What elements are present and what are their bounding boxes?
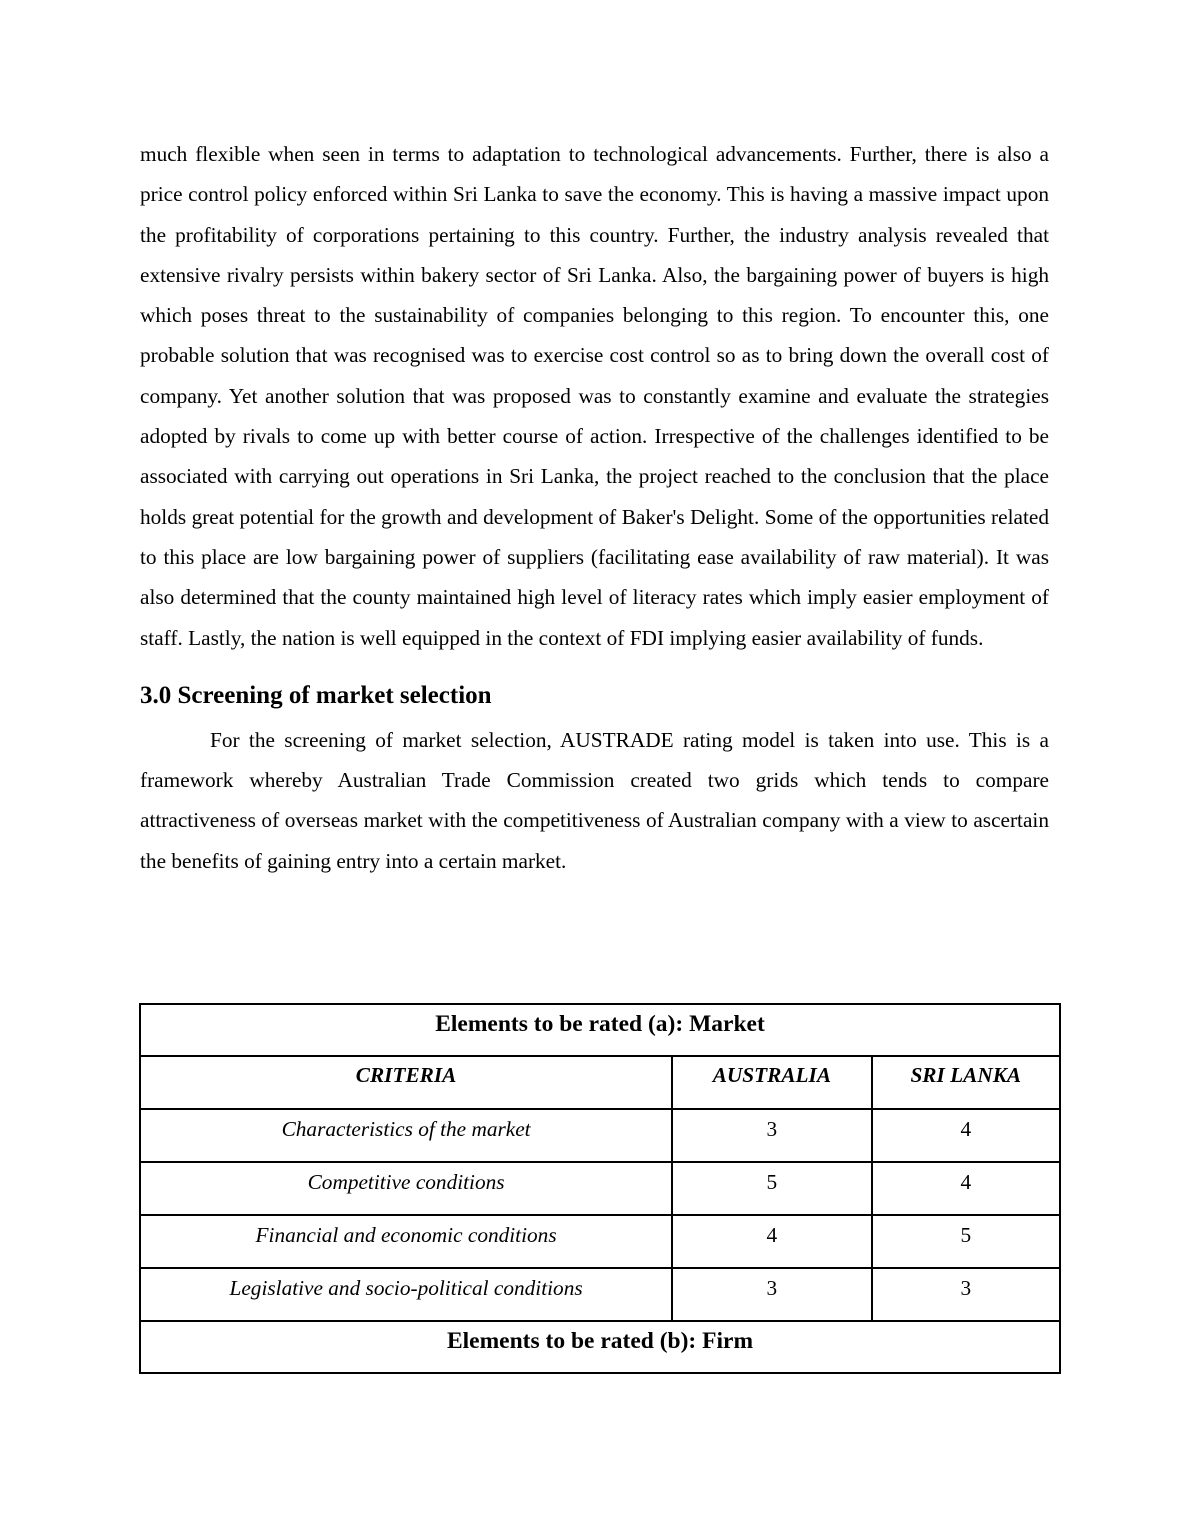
australia-score-cell: 4 xyxy=(672,1215,871,1268)
criterion-cell: Competitive conditions xyxy=(140,1162,672,1215)
sri-lanka-score-cell: 4 xyxy=(872,1109,1060,1162)
table-row xyxy=(140,1109,1060,1162)
section-b-title: Elements to be rated (b): Firm xyxy=(140,1321,1060,1373)
australia-header: AUSTRALIA xyxy=(672,1056,871,1109)
criterion-cell: Characteristics of the market xyxy=(140,1109,672,1162)
criterion-cell: Legislative and socio-political conditions xyxy=(140,1268,672,1321)
table-section-row xyxy=(140,1321,1060,1373)
australia-score-cell: 3 xyxy=(672,1268,871,1321)
table-row xyxy=(140,1268,1060,1321)
austrade-rating-table xyxy=(139,1003,1061,1374)
body-paragraph: much flexible when seen in terms to adaptation to technological advancements. Further, there is also a price control policy enforced within Sri Lanka to save the economy. This is having a massive impact upon the profitability of corporations pertaining to this country. Further, the industry analysis revealed that extensive rivalry persists within bakery sector of Sri Lanka. Also, the bargaining power of buyers is high which poses threat to the sustainability of companies belonging to this region. To encounter this, one probable solution that was recognised was to exercise cost control so as to bring down the overall cost of company. Yet another solution that was proposed was to constantly examine and evaluate the strategies adopted by rivals to come up with better course of action. Irrespective of the challenges identified to be associated with carrying out operations in Sri Lanka, the project reached to the conclusion that the place holds great potential for the growth and development of Baker's Delight. Some of the opportunities related to this place are low bargaining power of suppliers (facilitating ease availability of raw material). It was also determined that the county maintained high level of literacy rates which imply easier employment of staff. Lastly, the nation is well equipped in the context of FDI implying easier availability of funds. xyxy=(140,142,1049,650)
sri-lanka-score-cell: 5 xyxy=(872,1215,1060,1268)
criterion-cell: Financial and economic conditions xyxy=(140,1215,672,1268)
sri-lanka-score-cell: 3 xyxy=(872,1268,1060,1321)
section-heading: 3.0 Screening of market selection xyxy=(140,681,492,709)
australia-score-cell: 5 xyxy=(672,1162,871,1215)
document-page xyxy=(140,134,1049,881)
australia-score-cell: 3 xyxy=(672,1109,871,1162)
body-paragraph: For the screening of market selection, AUSTRADE rating model is taken into use. This is a framework whereby Australian Trade Commission created two grids which tends to compare attractiveness of overseas market with the competitiveness of Australian company with a view to ascertain the benefits of gaining entry into a certain market. xyxy=(140,727,1049,873)
table-row xyxy=(140,1215,1060,1268)
table-row xyxy=(140,1162,1060,1215)
section-a-title: Elements to be rated (a): Market xyxy=(140,1004,1060,1056)
table-header-row xyxy=(140,1056,1060,1109)
sri-lanka-header: SRI LANKA xyxy=(872,1056,1060,1109)
criteria-header: CRITERIA xyxy=(140,1056,672,1109)
sri-lanka-score-cell: 4 xyxy=(872,1162,1060,1215)
table-section-row xyxy=(140,1004,1060,1056)
